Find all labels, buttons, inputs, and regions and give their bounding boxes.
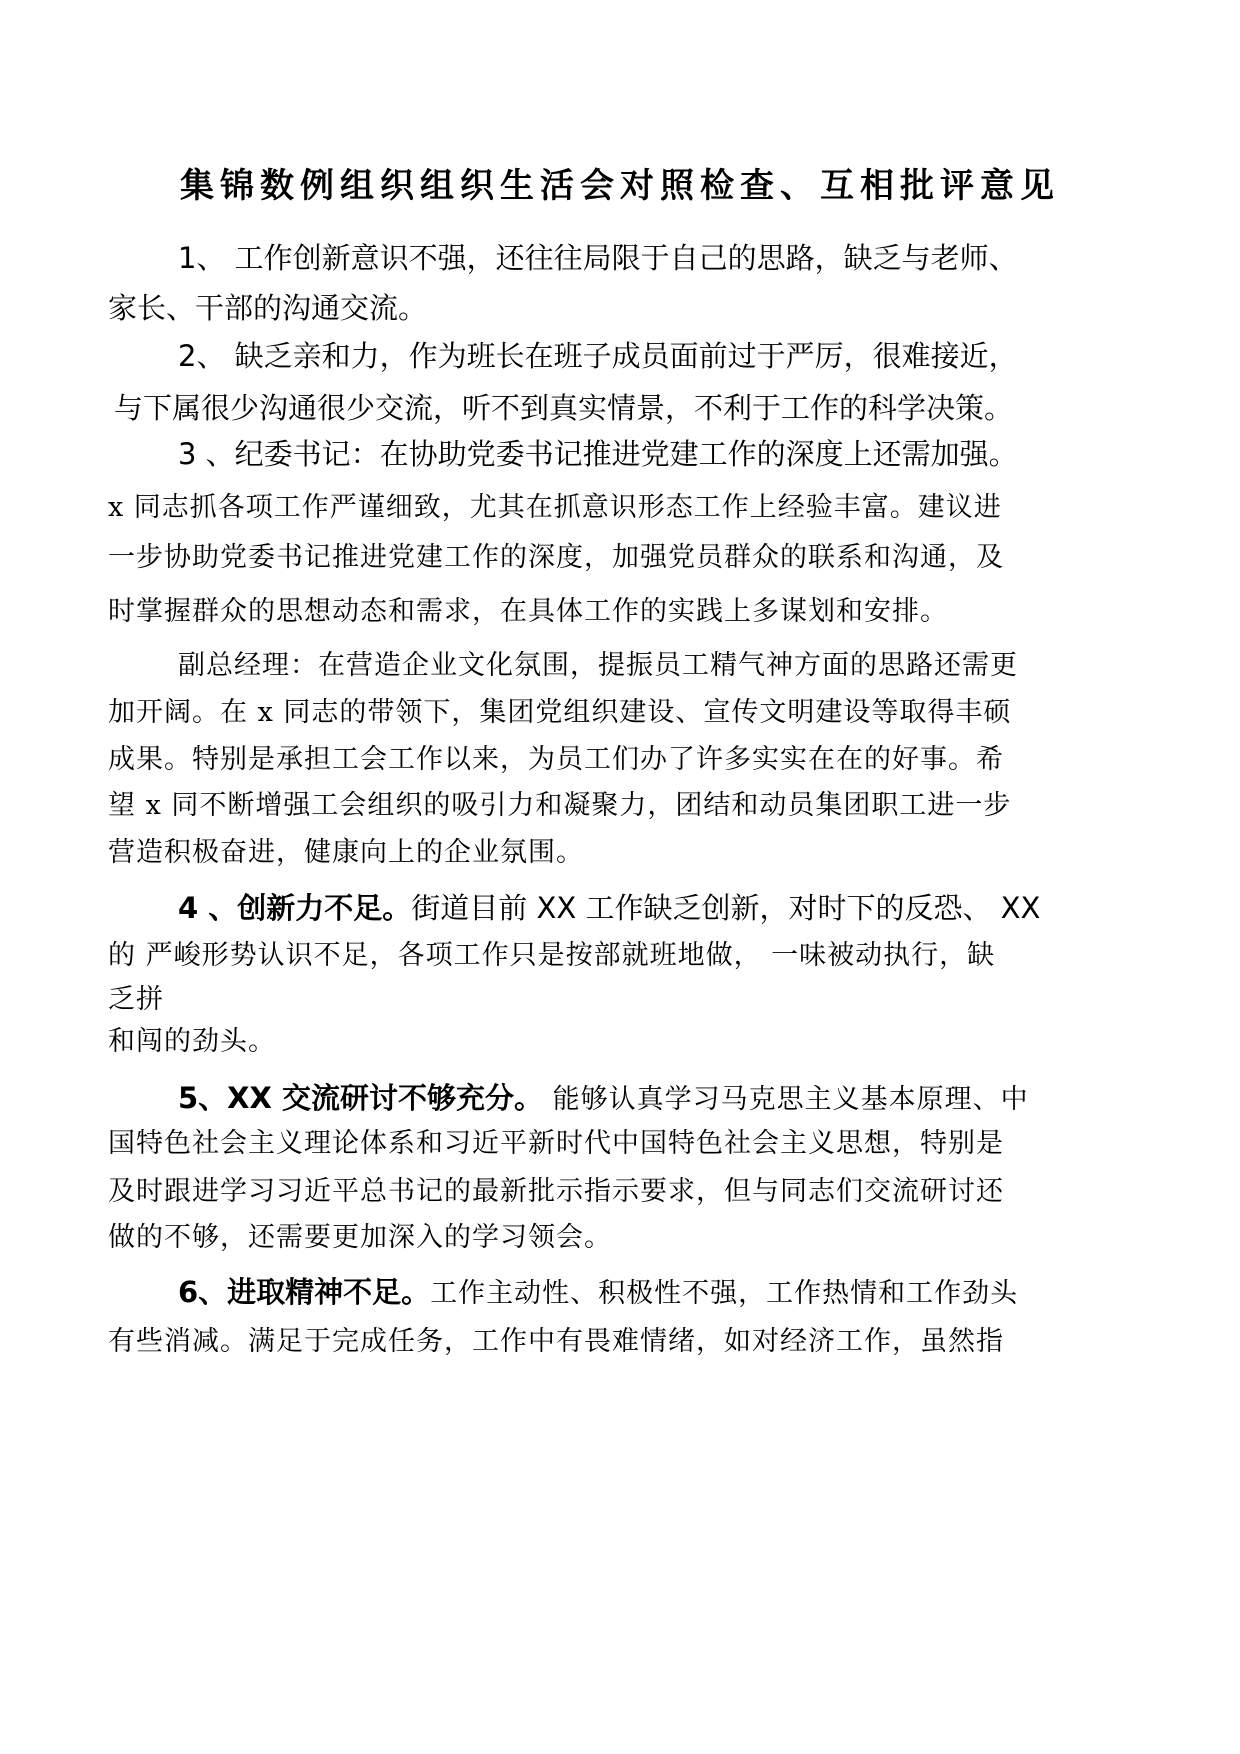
item6-heading: 6、进取精神不足。: [178, 1275, 431, 1309]
item2-line1: 2、 缺乏亲和力，作为班长在班子成员面前过于严厉，很难接近，: [178, 339, 1018, 373]
item6-line1: [178, 1272, 1018, 1314]
item1-line1: 1、 工作创新意识不强，还往往局限于自己的思路，缺乏与老师、: [178, 241, 1018, 275]
item4-line1-text: 街道目前 XX 工作缺乏创新，对时下的反恐、 XX: [411, 891, 1041, 925]
item5-line1: [178, 1078, 1029, 1120]
item4-line2: 的 严峻形势认识不足，各项工作只是按部就班地做， 一味被动执行，缺: [108, 940, 996, 971]
deputy-line1: 副总经理：在营造企业文化氛围，提振员工精气神方面的思路还需更: [178, 650, 1018, 681]
item5-line2: 国特色社会主义理论体系和习近平新时代中国特色社会主义思想，特别是: [108, 1128, 1004, 1159]
item5-line4: 做的不够，还需要更加深入的学习领会。: [108, 1222, 612, 1253]
item3-line2: x 同志抓各项工作严谨细致，尤其在抓意识形态工作上经验丰富。建议进: [108, 492, 1002, 523]
item3-line4: 时掌握群众的思想动态和需求，在具体工作的实践上多谋划和安排。: [108, 596, 948, 627]
item5-line3: 及时跟进学习习近平总书记的最新批示指示要求，但与同志们交流研讨还: [108, 1176, 1004, 1207]
item4-line4: 和闯的劲头。: [108, 1026, 276, 1057]
deputy-line5: 营造积极奋进，健康向上的企业氛围。: [108, 837, 584, 868]
item5-heading: 5、XX 交流研讨不够充分。: [178, 1081, 543, 1115]
item6-line1-text: 工作主动性、积极性不强，工作热情和工作劲头: [430, 1278, 1019, 1309]
deputy-line4: 望 x 同不断增强工会组织的吸引力和凝聚力，团结和动员集团职工进一步: [108, 790, 1012, 821]
item3-line1: 3 、纪委书记：在协助党委书记推进党建工作的深度上还需加强。: [178, 437, 1018, 471]
document-title: 集锦数例组织组织生活会对照检查、互相批评意见: [180, 166, 1060, 206]
item5-line1-text: 能够认真学习马克思主义基本原理、中: [543, 1084, 1029, 1115]
item1-line2: 家长、干部的沟通交流。: [108, 291, 428, 325]
deputy-line2: 加开阔。在 x 同志的带领下，集团党组织建设、宣传文明建设等取得丰硕: [108, 697, 1012, 728]
item4-heading: 4 、创新力不足。: [178, 891, 412, 925]
deputy-line3: 成果。特别是承担工会工作以来，为员工们办了许多实实在在的好事。希: [108, 744, 1004, 775]
item6-line2: 有些消减。满足于完成任务，工作中有畏难情绪，如对经济工作，虽然指: [108, 1326, 1004, 1357]
item2-line2: 与下属很少沟通很少交流，听不到真实情景，不利于工作的科学决策。: [114, 391, 1014, 425]
item4-line1: [178, 888, 1040, 929]
item3-line3: 一步协助党委书记推进党建工作的深度，加强党员群众的联系和沟通，及: [108, 542, 1004, 573]
item4-line3: 乏拼: [108, 984, 164, 1015]
